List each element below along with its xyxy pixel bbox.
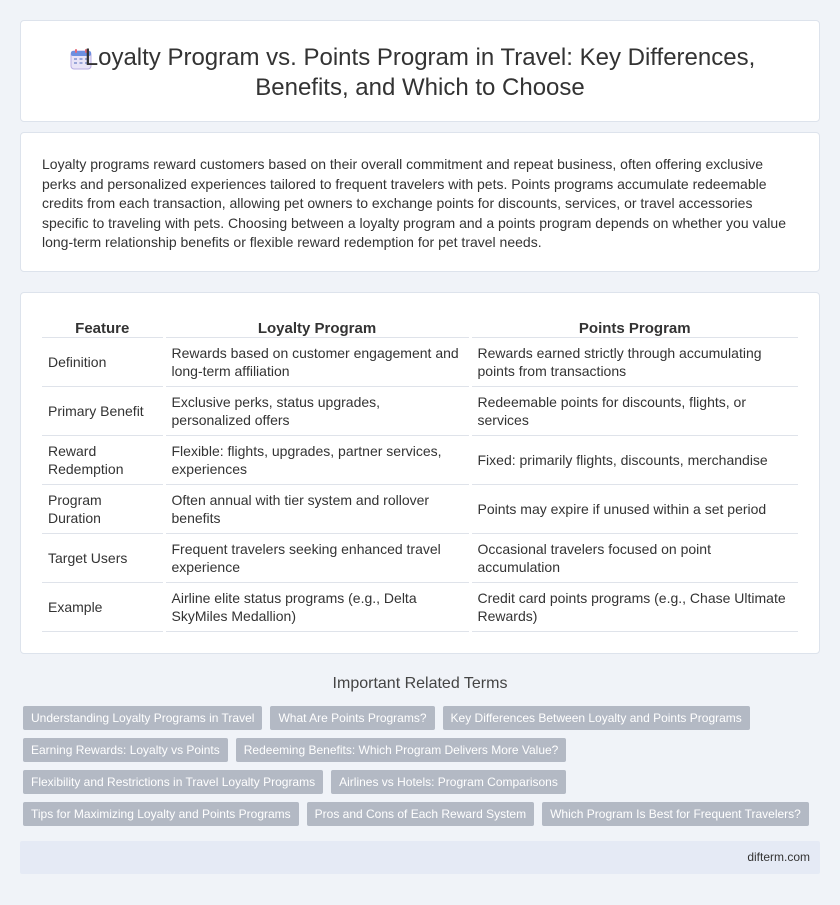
related-tag[interactable]: Tips for Maximizing Loyalty and Points Programs — [23, 802, 299, 826]
table-cell: Points may expire if unused within a set period — [470, 484, 798, 533]
table-cell: Occasional travelers focused on point accumulation — [470, 533, 798, 582]
table-cell: Program Duration — [42, 484, 164, 533]
related-tag[interactable]: What Are Points Programs? — [270, 706, 434, 730]
table-cell: Often annual with tier system and rollover benefits — [164, 484, 470, 533]
related-tag[interactable]: Flexibility and Restrictions in Travel Loyalty Programs — [23, 770, 323, 794]
comparison-table-card — [20, 292, 820, 654]
table-cell: Primary Benefit — [42, 386, 164, 435]
table-row — [42, 533, 798, 582]
column-header: Loyalty Program — [164, 317, 470, 337]
table-cell: Redeemable points for discounts, flights, or services — [470, 386, 798, 435]
related-tag[interactable]: Understanding Loyalty Programs in Travel — [23, 706, 262, 730]
table-cell: Target Users — [42, 533, 164, 582]
table-header-row — [42, 317, 798, 337]
related-tags-row — [23, 738, 574, 762]
page-title-line1: Loyalty Program vs. Points Program in Travel: Key Differences, — [84, 44, 756, 71]
related-tags-row — [23, 770, 574, 794]
table-cell: Flexible: flights, upgrades, partner services, experiences — [164, 435, 470, 484]
page-title-line2: Benefits, and Which to Choose — [255, 74, 585, 101]
related-tag[interactable]: Earning Rewards: Loyalty vs Points — [23, 738, 228, 762]
column-header: Feature — [42, 317, 164, 337]
table-cell: Rewards based on customer engagement and long-term affiliation — [164, 337, 470, 386]
table-row — [42, 386, 798, 435]
related-tags-row — [23, 802, 817, 826]
footer — [20, 841, 820, 874]
related-terms-title: Important Related Terms — [332, 675, 508, 692]
table-row — [42, 484, 798, 533]
table-row — [42, 582, 798, 631]
related-tags-row — [23, 706, 758, 730]
page-title — [21, 43, 819, 103]
table-cell: Reward Redemption — [42, 435, 164, 484]
related-tag[interactable]: Which Program Is Best for Frequent Travelers? — [542, 802, 809, 826]
table-cell: Credit card points programs (e.g., Chase Ultimate Rewards) — [470, 582, 798, 631]
related-tag[interactable]: Key Differences Between Loyalty and Points Programs — [443, 706, 750, 730]
comparison-table — [42, 317, 798, 632]
related-tag[interactable]: Redeeming Benefits: Which Program Delivers More Value? — [236, 738, 567, 762]
table-cell: Example — [42, 582, 164, 631]
table-row — [42, 435, 798, 484]
intro-paragraph: Loyalty programs reward customers based on their overall commitment and repeat business, often offering exclusive perks and personalized experiences tailored to frequent travelers with pets. Points programs accumulate redeemable credits from each transaction, allowing pet owners to exchange points for discounts, services, or travel accessories specific to traveling with pets. Choosing between a loyalty program and a points program depends on whether you value long-term relationship benefits or flexible reward redemption for pet travel needs. — [42, 156, 786, 251]
intro-card — [20, 132, 820, 272]
table-cell: Definition — [42, 337, 164, 386]
table-cell: Exclusive perks, status upgrades, personalized offers — [164, 386, 470, 435]
table-cell: Fixed: primarily flights, discounts, merchandise — [470, 435, 798, 484]
header-card — [20, 20, 820, 122]
table-cell: Frequent travelers seeking enhanced travel experience — [164, 533, 470, 582]
column-header: Points Program — [470, 317, 798, 337]
table-row — [42, 337, 798, 386]
related-tag[interactable]: Airlines vs Hotels: Program Comparisons — [331, 770, 566, 794]
footer-site-link[interactable]: difterm.com — [747, 850, 810, 864]
related-tag[interactable]: Pros and Cons of Each Reward System — [307, 802, 534, 826]
table-cell: Airline elite status programs (e.g., Delta SkyMiles Medallion) — [164, 582, 470, 631]
table-cell: Rewards earned strictly through accumulating points from transactions — [470, 337, 798, 386]
